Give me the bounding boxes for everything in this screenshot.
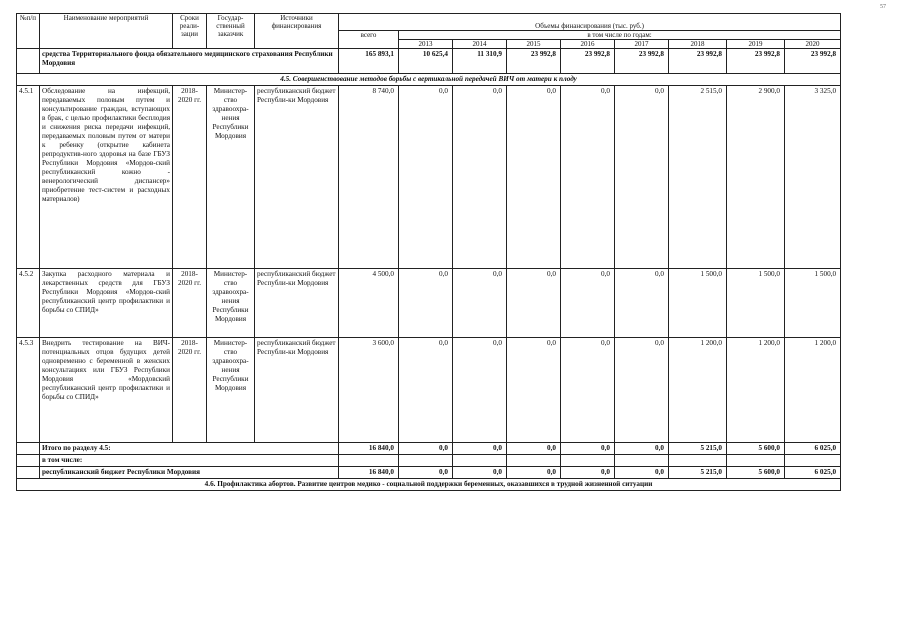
financing-table	[16, 13, 841, 491]
row-value: 0,0	[453, 338, 507, 443]
total-label: Итого по разделу 4.5:	[40, 443, 339, 455]
tfoms-value: 10 625,4	[399, 49, 453, 74]
header-year: 2020	[785, 40, 841, 49]
row-num: 4.5.1	[17, 86, 40, 269]
tfoms-value: 23 992,8	[561, 49, 615, 74]
row-value: 0,0	[399, 269, 453, 338]
row-customer: Министер-ство здравоохра-нения Республики Мордовия	[207, 338, 255, 443]
row-num: 4.5.2	[17, 269, 40, 338]
budget-total: 16 840,0	[339, 467, 399, 479]
row-value: 0,0	[615, 86, 669, 269]
section-4-5-title: 4.5. Совершенствование методов борьбы с вертикальной передачей ВИЧ от матери к плоду	[17, 74, 841, 86]
header-including-years: в том числе по годам:	[399, 31, 841, 40]
row-name: Внедрить тестирование на ВИЧ-потенциальных отцов будущих детей одновременно с беременной в женских консультациях или ГБУЗ Республики Мордовия «Мордовский республиканский центр профилактики и борьбы со СПИД»	[40, 338, 173, 443]
tfoms-value: 23 992,8	[785, 49, 841, 74]
table-row	[17, 338, 841, 443]
row-value: 2 900,0	[727, 86, 785, 269]
total-value: 0,0	[615, 443, 669, 455]
header-volumes: Объемы финансирования (тыс. руб.)	[339, 14, 841, 31]
tfoms-total: 165 893,1	[339, 49, 399, 74]
row-value: 1 200,0	[785, 338, 841, 443]
row-value: 0,0	[453, 269, 507, 338]
budget-value: 6 025,0	[785, 467, 841, 479]
row-value: 0,0	[615, 269, 669, 338]
row-value: 0,0	[615, 338, 669, 443]
including-label: в том числе:	[40, 455, 339, 467]
tfoms-label: средства Территориального фонда обязательного медицинского страхования Республики Мордовия	[40, 49, 339, 74]
row-value: 0,0	[507, 269, 561, 338]
header-year: 2013	[399, 40, 453, 49]
budget-value: 0,0	[453, 467, 507, 479]
header-num: №п/п	[17, 14, 40, 49]
total-value: 5 600,0	[727, 443, 785, 455]
header-customer: Государ-ственный заказчик	[207, 14, 255, 49]
header-sources: Источники финансирования	[255, 14, 339, 49]
row-value: 1 500,0	[727, 269, 785, 338]
row-value: 2 515,0	[669, 86, 727, 269]
row-value: 0,0	[507, 338, 561, 443]
row-source: республиканский бюджет Республи-ки Мордовия	[255, 269, 339, 338]
table-row	[17, 269, 841, 338]
row-source: республиканский бюджет Республи-ки Мордовия	[255, 86, 339, 269]
total-value: 5 215,0	[669, 443, 727, 455]
total-sum: 16 840,0	[339, 443, 399, 455]
total-value: 0,0	[561, 443, 615, 455]
including-row	[17, 455, 841, 467]
total-value: 0,0	[453, 443, 507, 455]
row-total: 3 600,0	[339, 338, 399, 443]
tfoms-value: 23 992,8	[507, 49, 561, 74]
row-customer: Министер-ство здравоохра-нения Республики Мордовия	[207, 86, 255, 269]
tfoms-value: 23 992,8	[727, 49, 785, 74]
budget-value: 5 215,0	[669, 467, 727, 479]
row-value: 1 500,0	[785, 269, 841, 338]
budget-row	[17, 467, 841, 479]
row-value: 1 500,0	[669, 269, 727, 338]
row-value: 0,0	[453, 86, 507, 269]
row-customer: Министер-ство здравоохра-нения Республики Мордовия	[207, 269, 255, 338]
header-term: Сроки реали-зации	[173, 14, 207, 49]
row-source: республиканский бюджет Республи-ки Мордовия	[255, 338, 339, 443]
row-term: 2018-2020 гг.	[173, 269, 207, 338]
total-row	[17, 443, 841, 455]
total-value: 6 025,0	[785, 443, 841, 455]
row-name: Обследование на инфекций, передаваемых половым путем и консультирование граждан, вступающих в брак, с целью профилактики бесплодия и снижения риска передачи инфекций, передаваемых половым путем от матери к ребенку (открытие кабинета репродуктив-ного здоровья на базе ГБУЗ Республики Мордовия «Мордов-ский республиканский кожно - венерологический диспансер» приобретение тест-систем и расходных материалов)	[40, 86, 173, 269]
row-value: 0,0	[399, 86, 453, 269]
tfoms-value: 11 310,9	[453, 49, 507, 74]
budget-value: 0,0	[399, 467, 453, 479]
total-value: 0,0	[507, 443, 561, 455]
row-value: 1 200,0	[727, 338, 785, 443]
page-number: 57	[880, 4, 886, 10]
budget-value: 0,0	[561, 467, 615, 479]
row-value: 0,0	[561, 86, 615, 269]
budget-value: 0,0	[507, 467, 561, 479]
row-total: 4 500,0	[339, 269, 399, 338]
row-value: 0,0	[561, 269, 615, 338]
budget-value: 5 600,0	[727, 467, 785, 479]
row-total: 8 740,0	[339, 86, 399, 269]
row-name: Закупка расходного материала и лекарственных средств для ГБУЗ Республики Мордовия «Мордов-ский республиканский центр профилактики и борьбы со СПИД»	[40, 269, 173, 338]
row-value: 0,0	[399, 338, 453, 443]
header-year: 2015	[507, 40, 561, 49]
row-num: 4.5.3	[17, 338, 40, 443]
tfoms-value: 23 992,8	[669, 49, 727, 74]
section-4-6-title: 4.6. Профилактика абортов. Развитие центров медико - социальной поддержки беременных, оказавшихся в трудной жизненной ситуации	[17, 479, 841, 491]
header-year: 2014	[453, 40, 507, 49]
row-value: 1 200,0	[669, 338, 727, 443]
budget-value: 0,0	[615, 467, 669, 479]
table-row	[17, 86, 841, 269]
budget-label: республиканский бюджет Республики Мордовия	[40, 467, 339, 479]
tfoms-value: 23 992,8	[615, 49, 669, 74]
row-term: 2018-2020 гг.	[173, 338, 207, 443]
header-year: 2018	[669, 40, 727, 49]
row-term: 2018-2020 гг.	[173, 86, 207, 269]
row-value: 0,0	[561, 338, 615, 443]
tfoms-row	[17, 49, 841, 74]
total-value: 0,0	[399, 443, 453, 455]
header-year: 2016	[561, 40, 615, 49]
header-name: Наименование мероприятий	[40, 14, 173, 49]
row-value: 3 325,0	[785, 86, 841, 269]
header-year: 2017	[615, 40, 669, 49]
row-value: 0,0	[507, 86, 561, 269]
header-year: 2019	[727, 40, 785, 49]
header-total: всего	[339, 31, 399, 49]
